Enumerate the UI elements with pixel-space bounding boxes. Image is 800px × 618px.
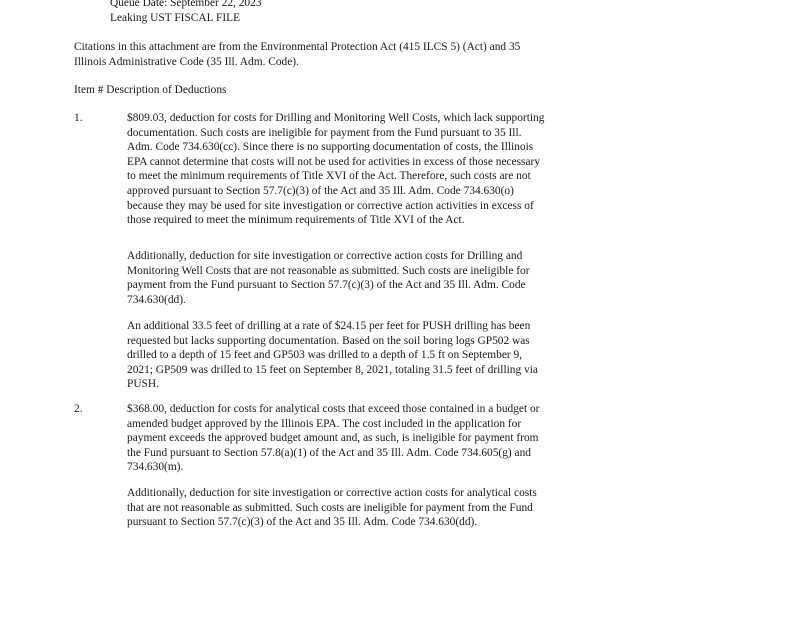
queue-date: Queue Date: September 22, 2023 [110,0,262,9]
item-2-paragraph-2: Additionally, deduction for site investigation or corrective action costs for analytical costs that are not reasonable as submitted. Such costs are ineligible for payment from the Fund pursuant to Section 57.7(c)(3) of the Act and 35 Ill. Adm. Code 734.630(dd). [127,487,537,529]
citations-intro: Citations in this attachment are from the Environmental Protection Act (415 ILCS 5) (Act) and 35 Illinois Administrative Code (35 Ill. Adm. Code). [74,41,521,68]
items-heading: Item # Description of Deductions [74,84,227,96]
item-1-paragraph-3: An additional 33.5 feet of drilling at a rate of $24.15 per feet for PUSH drilling has been requested but lacks supporting documentation. Based on the soil boring logs GP502 was drilled to a depth of 15 feet and GP503 was drilled to a depth of 1.5 ft on September 9, 2021; GP509 was drilled to 15 feet on September 8, 2021, totaling 31.5 feet of drilling via PUSH. [127,320,538,391]
item-number-1: 1. [74,112,83,124]
file-name: Leaking UST FISCAL FILE [110,11,241,24]
item-number-2: 2. [74,403,83,415]
item-1-paragraph-1: $809.03, deduction for costs for Drilling and Monitoring Well Costs, which lack supporting documentation. Such costs are ineligible for payment from the Fund pursuant to 35 Ill. Adm. Code 734.630(cc). Since there is no supporting documentation of costs, the Illinois EPA cannot determine that costs will not be used for activities in excess of those necessary to meet the minimum requirements of Title XVI of the Act. Therefore, such costs are not approved pursuant to Section 57.7(c)(3) of the Act and 35 Ill. Adm. Code 734.630(o) because they may be used for site investigation or corrective action activities in excess of those required to meet the minimum requirements of Title XVI of the Act. [127,112,545,227]
item-2-paragraph-1: $368.00, deduction for costs for analytical costs that exceed those contained in a budget or amended budget approved by the Illinois EPA. The cost included in the application for payment exceeds the approved budget amount and, as such, is ineligible for payment from the Fund pursuant to Section 57.8(a)(1) of the Act and 35 Ill. Adm. Code 734.605(g) and 734.630(m). [127,403,540,474]
document-header [110,0,262,25]
item-1-paragraph-2: Additionally, deduction for site investigation or corrective action costs for Drilling and Monitoring Well Costs that are not reasonable as submitted. Such costs are ineligible for payment from the Fund pursuant to Section 57.7(c)(3) of the Act and 35 Ill. Adm. Code 734.630(dd). [127,250,530,306]
